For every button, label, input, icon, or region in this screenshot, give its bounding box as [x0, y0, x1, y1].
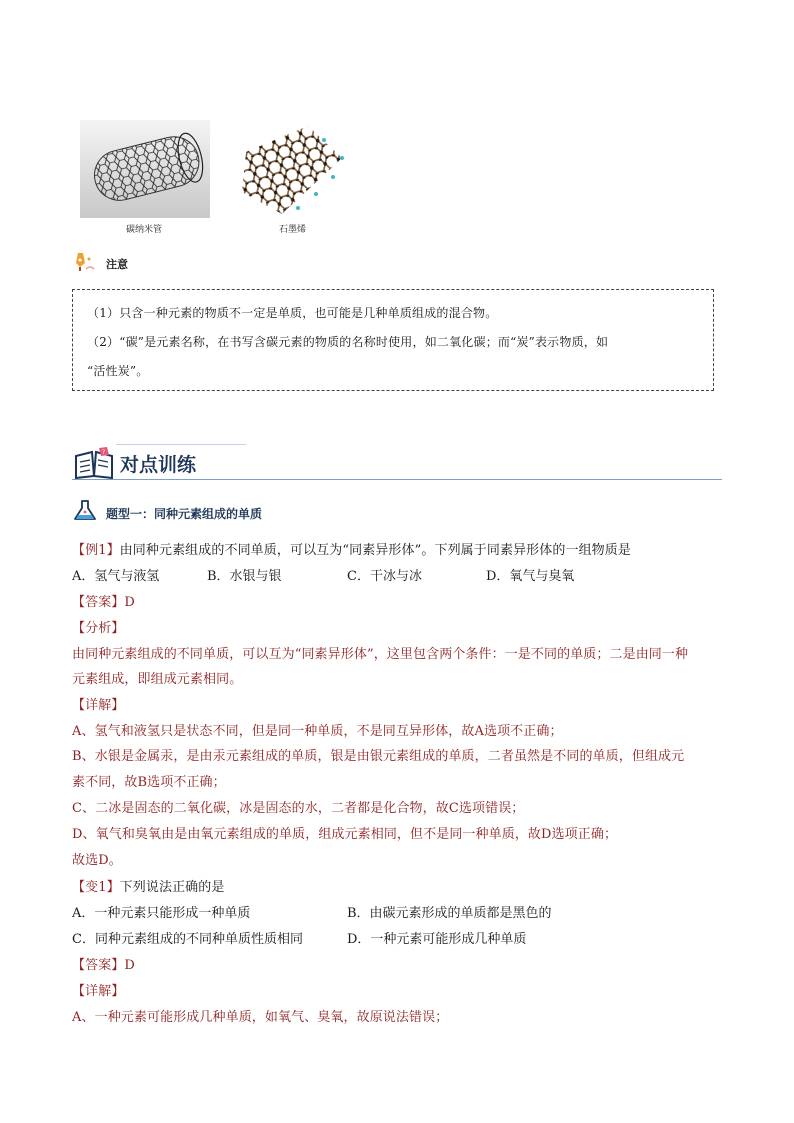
answer-tag: 【答案】: [72, 958, 125, 973]
example-stem-text: 由同种元素组成的不同单质，可以互为“同素异形体”。下列属于同素异形体的一组物质是: [119, 543, 631, 558]
detail-line: 故选D。: [72, 853, 122, 868]
detail-tag: 【详解】: [72, 698, 125, 713]
detail-line: D、氧气和臭氧由是由氧元素组成的单质，组成元素相同，但不是同一种单质，故D选项正确；: [72, 827, 618, 842]
option-d: D．一种元素可能形成几种单质: [347, 932, 527, 947]
section-title: 对点训练: [120, 454, 197, 476]
variant-stem-text: 下列说法正确的是: [119, 880, 225, 895]
section-rule: [72, 479, 722, 480]
nanotube-caption: 碳纳米管: [126, 225, 163, 235]
answer-tag: 【答案】: [72, 595, 125, 610]
analysis-line: 元素组成，即组成元素相同。: [72, 672, 243, 687]
detail-line: 素不同，故B选项不正确；: [72, 775, 226, 790]
graphene-image: [238, 122, 348, 218]
example-tag: 【例1】: [72, 543, 120, 558]
option-c: C．干冰与冰: [347, 569, 422, 584]
carbon-nanotube-image: [80, 120, 210, 218]
detail-line: C、二冰是固态的二氧化碳，冰是固态的水，二者都是化合物，故C选项错误；: [72, 801, 525, 816]
option-b: B．由碳元素形成的单质都是黑色的: [347, 906, 552, 921]
detail-line: A、一种元素可能形成几种单质，如氧气、臭氧，故原说法错误；: [72, 1010, 449, 1025]
option-a: A．氢气与液氢: [72, 569, 160, 584]
graphene-caption: 石墨烯: [279, 225, 307, 235]
detail-line: B、水银是金属汞，是由汞元素组成的单质，银是由银元素组成的单质，二者虽然是不同的单质，但组成元: [72, 749, 685, 764]
svg-text:?: ?: [102, 449, 106, 456]
section-topline: [116, 444, 246, 445]
example-stem: [72, 539, 631, 558]
section-header: [72, 444, 722, 484]
answer-line: [72, 954, 135, 973]
option-d: D．氧气与臭氧: [486, 569, 575, 584]
note-header: [72, 253, 128, 275]
answer-value: D: [124, 958, 135, 973]
question-type-header: [72, 500, 262, 526]
note-item: “活性炭”。: [87, 364, 149, 378]
variant-stem: [72, 876, 224, 895]
detail-tag: 【详解】: [72, 984, 125, 999]
option-c: C．同种元素组成的不同种单质性质相同: [72, 932, 303, 947]
variant-tag: 【变1】: [72, 880, 120, 895]
note-item: （1）只含一种元素的物质不一定是单质，也可能是几种单质组成的混合物。: [87, 306, 498, 320]
detail-line: A、氢气和液氢只是状态不同，但是同一种单质，不是同互异形体，故A选项不正确；: [72, 724, 563, 739]
flask-icon: [72, 499, 100, 527]
note-title: 注意: [106, 258, 128, 271]
answer-value: D: [124, 595, 135, 610]
question-type-label: 题型一：同种元素组成的单质: [106, 506, 263, 521]
answer-line: [72, 591, 135, 610]
analysis-line: 由同种元素组成的不同单质，可以互为“同素异形体”，这里包含两个条件：一是不同的单质；二是由同一种: [72, 647, 689, 662]
analysis-tag: 【分析】: [72, 621, 125, 636]
note-box: [72, 289, 714, 391]
option-b: B．水银与银: [207, 569, 282, 584]
note-item: （2）“碳”是元素名称，在书写含碳元素的物质的名称时使用，如二氧化碳；而“炭”表示物质，如: [87, 335, 609, 349]
option-a: A．一种元素只能形成一种单质: [72, 906, 251, 921]
pen-icon: [72, 251, 96, 277]
